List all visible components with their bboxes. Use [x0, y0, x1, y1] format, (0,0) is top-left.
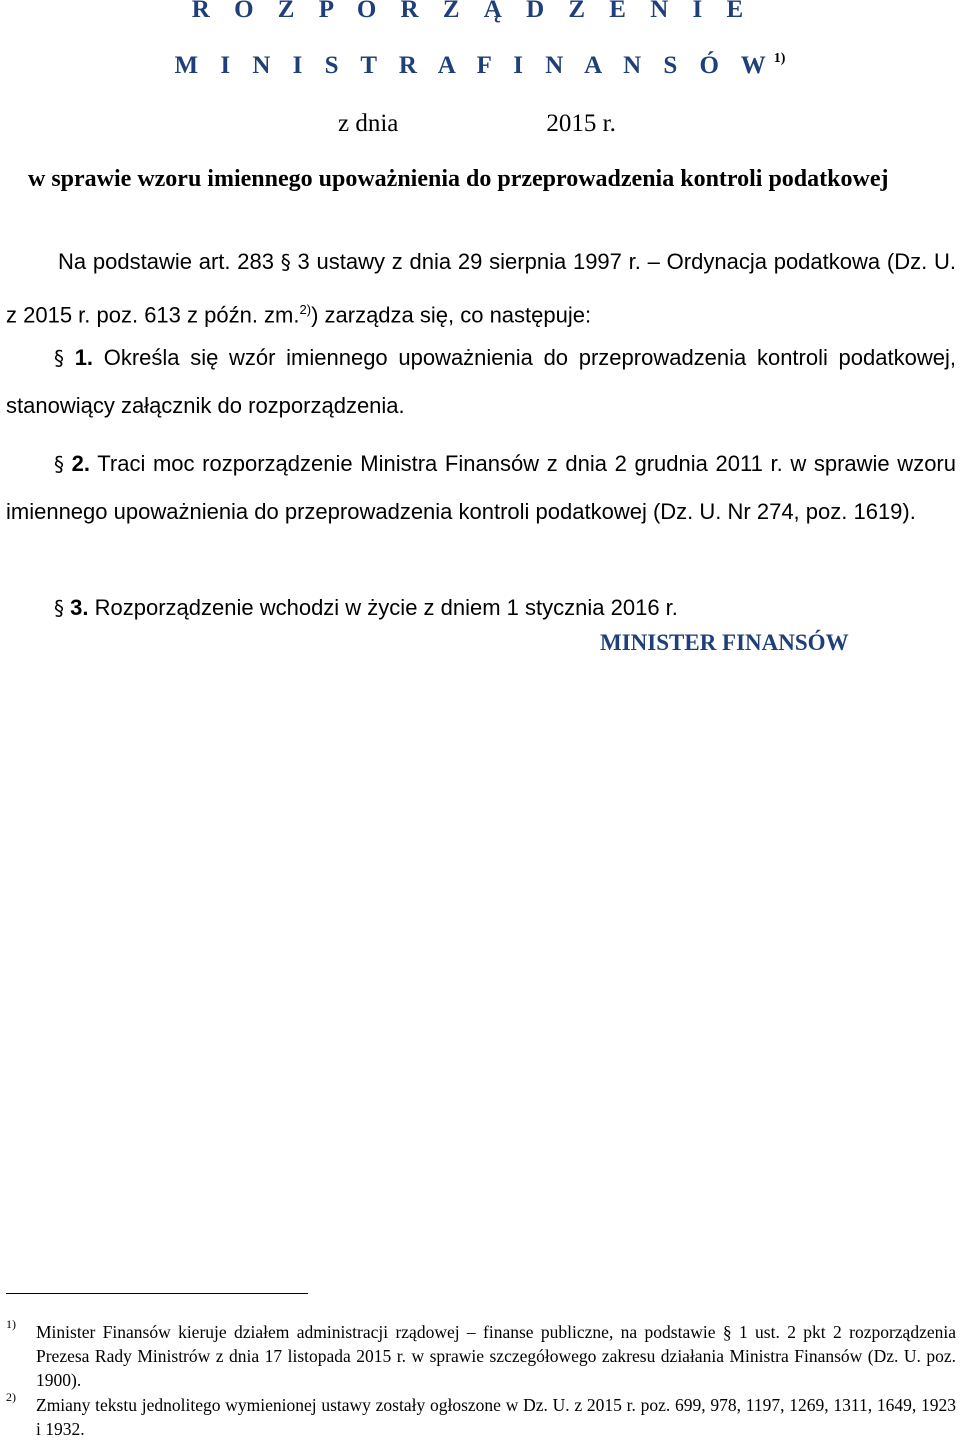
footnote-2: [6, 1390, 956, 1441]
issuer-title-text: M I N I S T R A F I N A N S Ó W: [174, 52, 774, 79]
section-2-number: 2.: [71, 451, 91, 476]
issuer-title: [0, 52, 960, 80]
footnote-2-mark: 2): [6, 1390, 16, 1404]
section-2-paragraph: [6, 440, 956, 536]
section-3-number: 3.: [70, 595, 89, 620]
section-1-text: Określa się wzór imiennego upoważnienia do przeprowadzenia kontroli podatkowej, stanowiący załącznik do rozporządzenia.: [6, 345, 956, 418]
basis-footnote-ref[interactable]: 2): [299, 302, 312, 317]
document-type-title: R O Z P O R Z Ą D Z E N I E: [191, 0, 753, 23]
issuer-footnote-ref[interactable]: 1): [773, 50, 786, 66]
footnote-separator: [6, 1293, 308, 1294]
basis-text-end: ) zarządza się, co następuje:: [311, 302, 592, 328]
section-1-paragraph: [6, 334, 956, 430]
section-3-paragraph: [6, 584, 956, 632]
footnote-2-text: Zmiany tekstu jednolitego wymienionej ustawy zostały ogłoszone w Dz. U. z 2015 r. poz. 699, 978, 1197, 1269, 1311, 1649, 1923 i 1932.: [36, 1395, 956, 1439]
regulation-subject: w sprawie wzoru imiennego upoważnienia do przeprowadzenia kontroli podatkowej: [28, 166, 889, 192]
section-sign-icon: §: [54, 596, 64, 620]
date-prefix: z dnia: [338, 110, 399, 137]
basis-text-middle: 3 ustawy z dnia 29 sierpnia 1997 r. – Ordynacja podatkowa (Dz. U. z 2015 r. poz. 613 z późn. zm.: [6, 249, 956, 328]
section-sign-icon: §: [280, 250, 291, 274]
section-1-number: 1.: [74, 345, 94, 370]
section-sign-icon: §: [54, 346, 64, 370]
section-sign-icon: §: [54, 452, 64, 476]
signature-block: MINISTER FINANSÓW: [600, 630, 849, 655]
footnote-1-text: Minister Finansów kieruje działem administracji rządowej – finanse publiczne, na podstawie § 1 ust. 2 pkt 2 rozporządzenia Prezesa Rady Ministrów z dnia 17 listopada 2015 r. w sprawie szczegółowego zakresu działania Ministra Finansów (Dz. U. poz. 1900).: [36, 1322, 956, 1390]
section-3-text: Rozporządzenie wchodzi w życie z dniem 1 stycznia 2016 r.: [94, 595, 678, 620]
legal-basis-paragraph: [6, 238, 956, 339]
date-year: 2015 r.: [546, 110, 616, 137]
section-2-text: Traci moc rozporządzenie Ministra Finansów z dnia 2 grudnia 2011 r. w sprawie wzoru imiennego upoważnienia do przeprowadzenia kontroli podatkowej (Dz. U. Nr 274, poz. 1619).: [6, 451, 956, 524]
footnote-1: [6, 1317, 956, 1392]
basis-text-start: Na podstawie art. 283: [58, 249, 274, 274]
date-line: [338, 110, 616, 138]
footnote-1-mark: 1): [6, 1317, 16, 1331]
